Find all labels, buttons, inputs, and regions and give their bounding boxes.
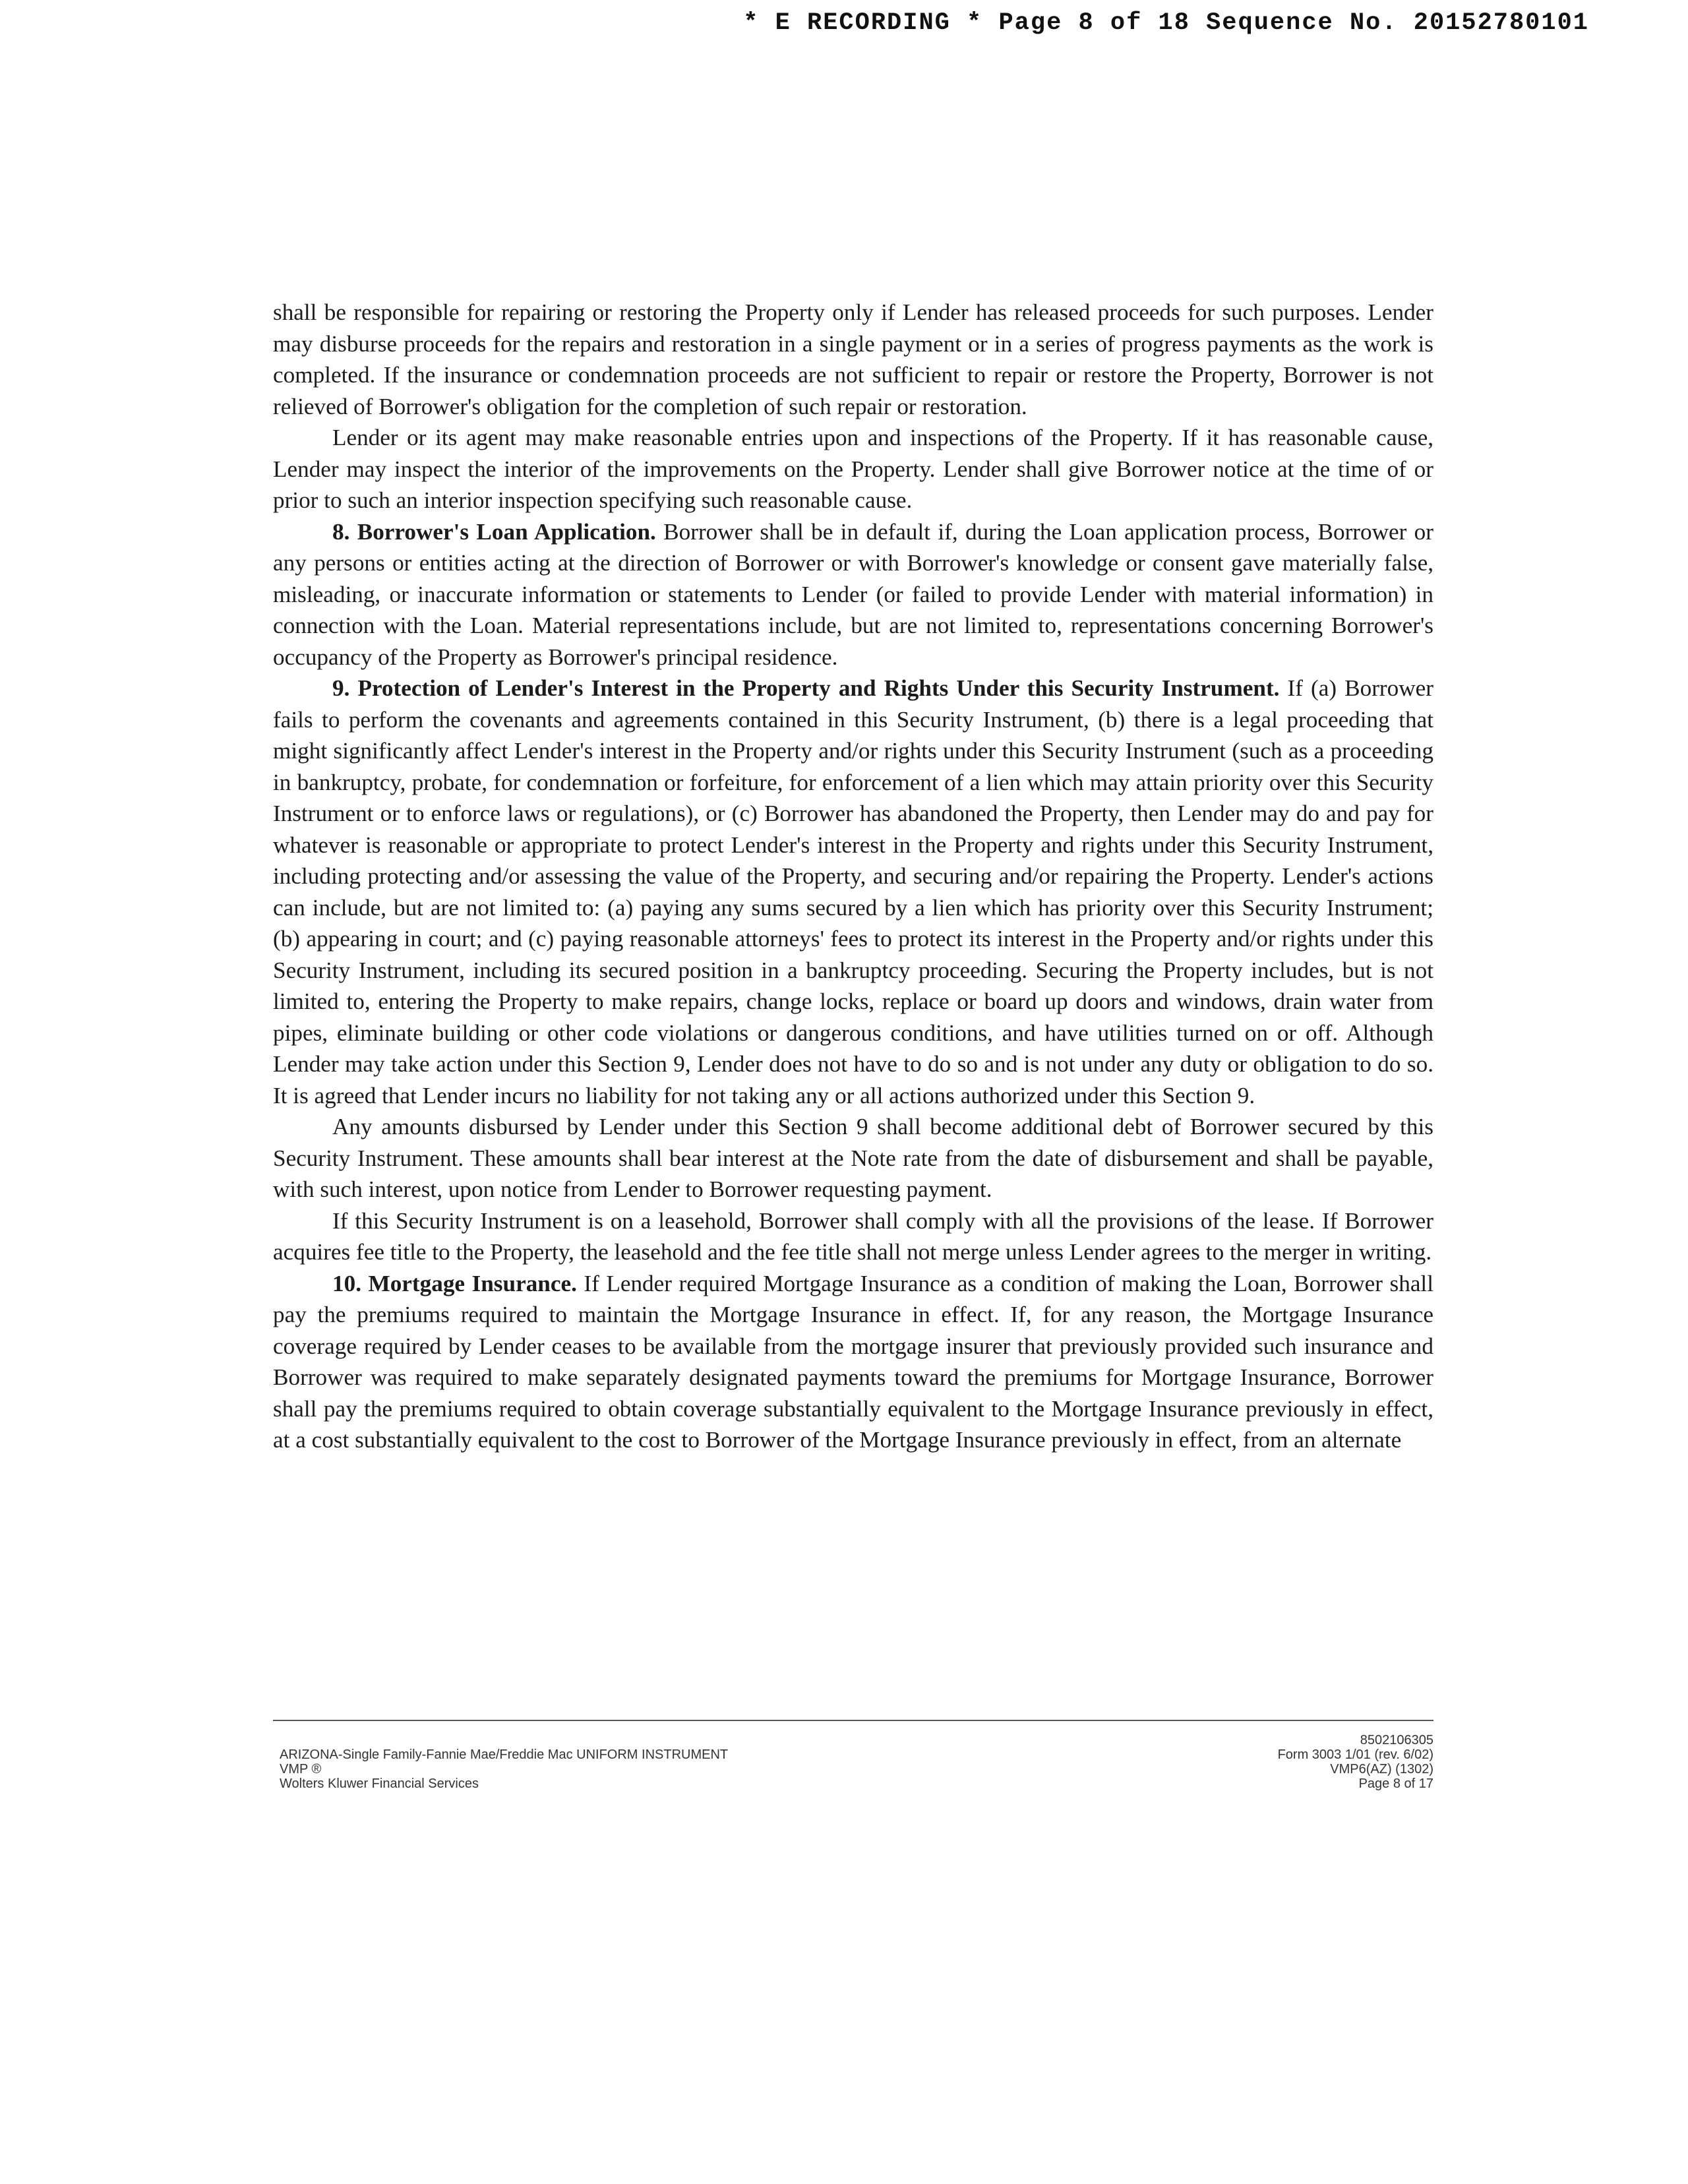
paragraph-amounts-disbursed: Any amounts disbursed by Lender under this Section 9 shall become additional debt of Borrower secured by this Security Instrument. These amounts shall bear interest at the Note rate from the date of disbursement and shall be payable, with such interest, upon notice from Lender to Borrower requesting payment. <box>273 1114 1433 1202</box>
section-10-mortgage-insurance <box>273 1268 1433 1456</box>
footer-page-number: Page 8 of 17 <box>1358 1776 1433 1791</box>
section-10-text: If Lender required Mortgage Insurance as a condition of making the Loan, Borrower shall pay the premiums required to maintain the Mortgage Insurance in effect. If, for any reason, the Mortgage Insurance coverage required by Lender ceases to be available from the mortgage insurer that previously provided such insurance and Borrower was required to make separately designated payments toward the premiums for Mortgage Insurance, Borrower shall pay the premiums required to obtain coverage substantially equivalent to the Mortgage Insurance previously in effect, at a cost substantially equivalent to the cost to Borrower of the Mortgage Insurance previously in effect, from an alternate <box>273 1270 1433 1453</box>
recording-header: * E RECORDING * Page 8 of 18 Sequence No. 20152780101 <box>743 9 1589 37</box>
footer-form-info <box>280 1747 728 1791</box>
footer-form-numbers <box>1278 1733 1433 1791</box>
section-10-title: 10. Mortgage Insurance. <box>332 1270 577 1296</box>
section-9-protection <box>273 673 1433 1111</box>
document-body <box>273 297 1433 1456</box>
section-8-text: Borrower shall be in default if, during the Loan application process, Borrower or any persons or entities acting at the direction of Borrower or with Borrower's knowledge or consent gave materially false, misleading, or inaccurate information or statements to Lender (or failed to provide Lender with material information) in connection with the Loan. Material representations include, but are not limited to, representations concerning Borrower's occupancy of the Property as Borrower's principal residence. <box>273 518 1433 670</box>
paragraph-inspections: Lender or its agent may make reasonable entries upon and inspections of the Property. If it has reasonable cause, Lender may inspect the interior of the improvements on the Property. Lender shall give Borrower notice at the time of or prior to such an interior inspection specifying such reasonable cause. <box>273 425 1433 513</box>
footer-form-number: Form 3003 1/01 (rev. 6/02) <box>1277 1747 1433 1762</box>
footer-instrument-line: ARIZONA-Single Family-Fannie Mae/Freddie Mac UNIFORM INSTRUMENT <box>280 1747 729 1762</box>
paragraph-leasehold: If this Security Instrument is on a leasehold, Borrower shall comply with all the provisions of the lease. If Borrower acquires fee title to the Property, the leasehold and the fee title shall not merge unless Lender agrees to the merger in writing. <box>273 1207 1433 1265</box>
section-8-loan-application <box>273 516 1433 673</box>
paragraph-repair-proceeds: shall be responsible for repairing or restoring the Property only if Lender has released proceeds for such purposes. Lender may disburse proceeds for the repairs and restoration in a single payment or in a series of progress payments as the work is completed. If the insurance or condemnation proceeds are not sufficient to repair or restore the Property, Borrower is not relieved of Borrower's obligation for the completion of such repair or restoration. <box>273 299 1433 419</box>
footer-publisher-line: Wolters Kluwer Financial Services <box>280 1776 479 1791</box>
section-9-title: 9. Protection of Lender's Interest in the Property and Rights Under this Security Instrument. <box>332 675 1280 701</box>
footer-loan-number: 8502106305 <box>1360 1733 1433 1747</box>
footer-vmp-line: VMP ® <box>280 1762 322 1776</box>
footer-vmp-code: VMP6(AZ) (1302) <box>1330 1762 1433 1776</box>
section-8-title: 8. Borrower's Loan Application. <box>332 518 656 545</box>
section-9-text: If (a) Borrower fails to perform the covenants and agreements contained in this Security Instrument, (b) there is a legal proceeding that might significantly affect Lender's interest in the Property and/or rights under this Security Instrument (such as a proceeding in bankruptcy, probate, for condemnation or forfeiture, for enforcement of a lien which may attain priority over this Security Instrument or to enforce laws or regulations), or (c) Borrower has abandoned the Property, then Lender may do and pay for whatever is reasonable or appropriate to protect Lender's interest in the Property and rights under this Security Instrument, including protecting and/or assessing the value of the Property, and securing and/or repairing the Property. Lender's actions can include, but are not limited to: (a) paying any sums secured by a lien which has priority over this Security Instrument; (b) appearing in court; and (c) paying reasonable attorneys' fees to protect its interest in the Property and/or rights under this Security Instrument, including its secured position in a bankruptcy proceeding. Securing the Property includes, but is not limited to, entering the Property to make repairs, change locks, replace or board up doors and windows, drain water from pipes, eliminate building or other code violations or dangerous conditions, and have utilities turned on or off. Although Lender may take action under this Section 9, Lender does not have to do so and is not under any duty or obligation to do so. It is agreed that Lender incurs no liability for not taking any or all actions authorized under this Section 9. <box>273 675 1433 1108</box>
footer-divider <box>273 1720 1433 1721</box>
